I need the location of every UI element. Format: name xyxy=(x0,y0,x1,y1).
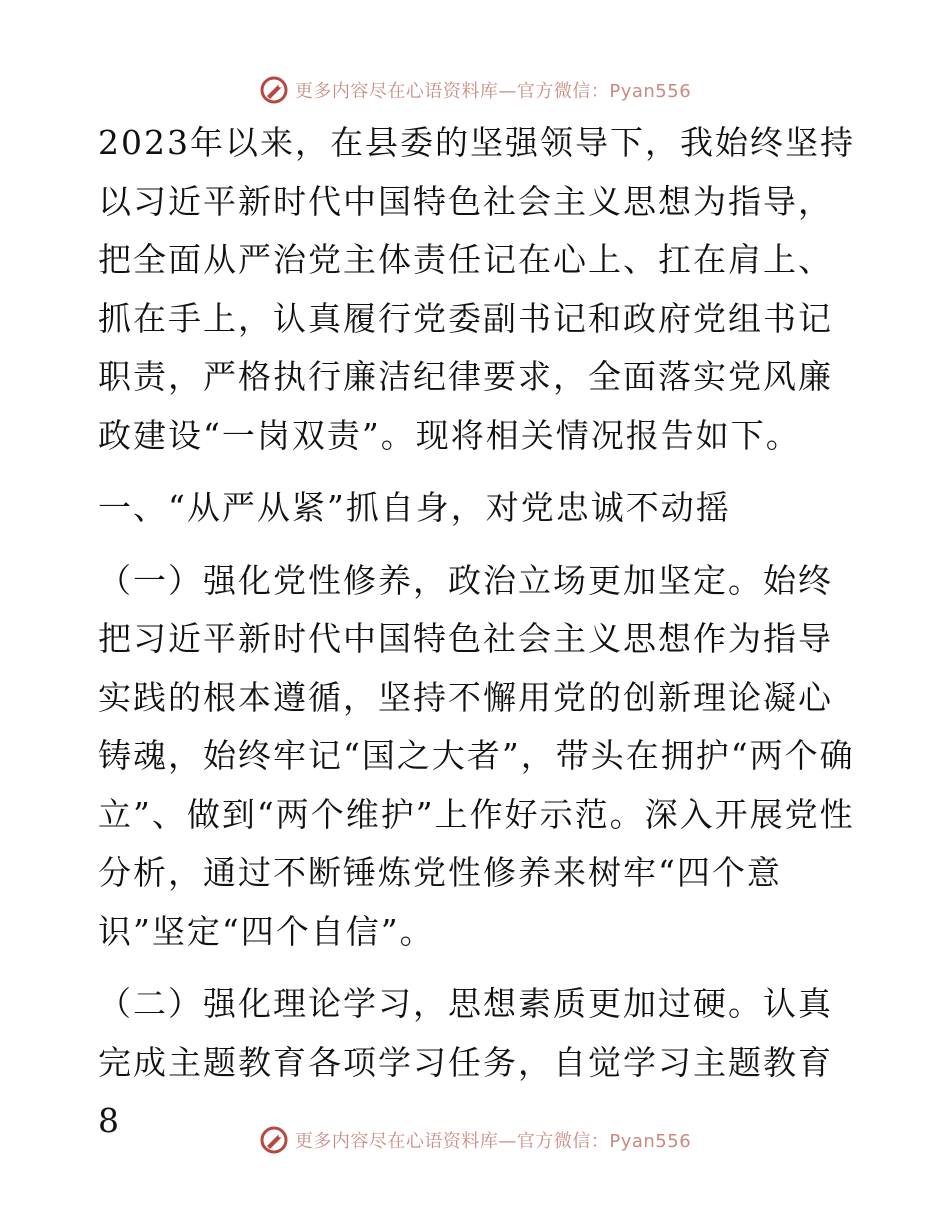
intro-paragraph: 2023年以来，在县委的坚强领导下，我始终坚持以习近平新时代中国特色社会主义思想为指导，把全面从严治党主体责任记在心上、扛在肩上、抓在手上，认真履行党委副书记和政府党组书记职责，严格执行廉洁纪律要求，全面落实党风廉政建设“一岗双责”。现将相关情况报告如下。 xyxy=(98,123,855,455)
section-heading: 一、“从严从紧”抓自身，对党忠诚不动摇 xyxy=(98,488,731,527)
subsection-2-paragraph: （二）强化理论学习，思想素质更加过硬。认真完成主题教育各项学习任务，自觉学习主题教育 8 xyxy=(98,984,833,1140)
watermark-footer xyxy=(0,1122,950,1158)
document-body xyxy=(98,114,858,1151)
watermark-text: 更多内容尽在心语资料库—官方微信：Pyan556 xyxy=(294,1131,692,1152)
watermark-text: 更多内容尽在心语资料库—官方微信：Pyan556 xyxy=(294,81,692,102)
pen-seal-icon xyxy=(259,75,289,105)
watermark-header xyxy=(0,72,950,108)
pen-seal-icon xyxy=(259,1125,289,1155)
subsection-1-paragraph: （一）强化党性修养，政治立场更加坚定。始终把习近平新时代中国特色社会主义思想作为指导实践的根本遵循，坚持不懈用党的创新理论凝心铸魂，始终牢记“国之大者”，带头在拥护“两个确立”、做到“两个维护”上作好示范。深入开展党性分析，通过不断锤炼党性修养来树牢“四个意识”坚定“四个自信”。 xyxy=(98,560,855,951)
